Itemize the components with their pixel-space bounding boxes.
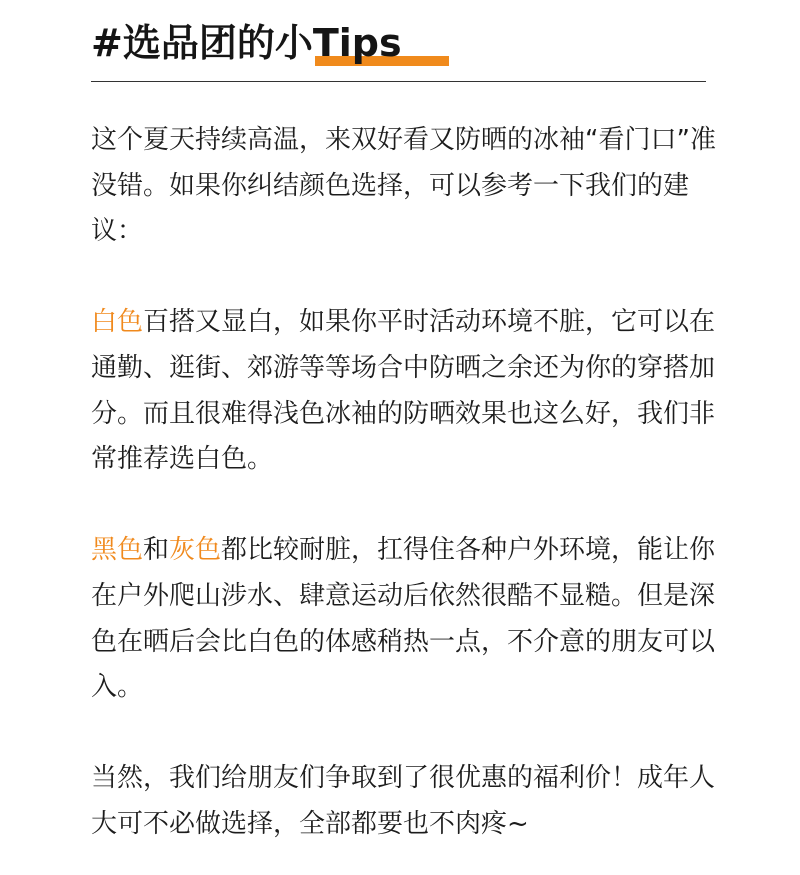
closing-paragraph [91,756,716,847]
tips-content [91,118,716,848]
closing-text: 当然，我们给朋友们争取到了很优惠的福利价！成年人大可不必做选择，全部都要也不肉疼~ [91,763,716,839]
section-header [91,18,706,82]
page-title: #选品团的小Tips [91,21,402,65]
highlight-white: 白色 [91,307,144,338]
white-color-text: 百搭又显白，如果你平时活动环境不脏，它可以在通勤、逛街、郊游等等场合中防晒之余还为你的穿搭加分。而且很难得浅色冰袖的防晒效果也这么好，我们非常推荐选白色。 [91,307,716,475]
dark-color-paragraph [91,528,716,710]
highlight-gray: 灰色 [169,535,222,566]
intro-text: 这个夏天持续高温，来双好看又防晒的冰袖“看门口”准没错。如果你纠结颜色选择，可以参考一下我们的建议： [91,125,716,247]
connector-text: 和 [143,535,170,566]
intro-paragraph [91,118,716,255]
highlight-black: 黑色 [91,535,144,566]
dark-color-text: 都比较耐脏，扛得住各种户外环境，能让你在户外爬山涉水、肆意运动后依然很酷不显糙。但是深色在晒后会比白色的体感稍热一点，不介意的朋友可以入。 [91,535,716,703]
white-color-paragraph [91,300,716,482]
divider-line [91,81,706,82]
